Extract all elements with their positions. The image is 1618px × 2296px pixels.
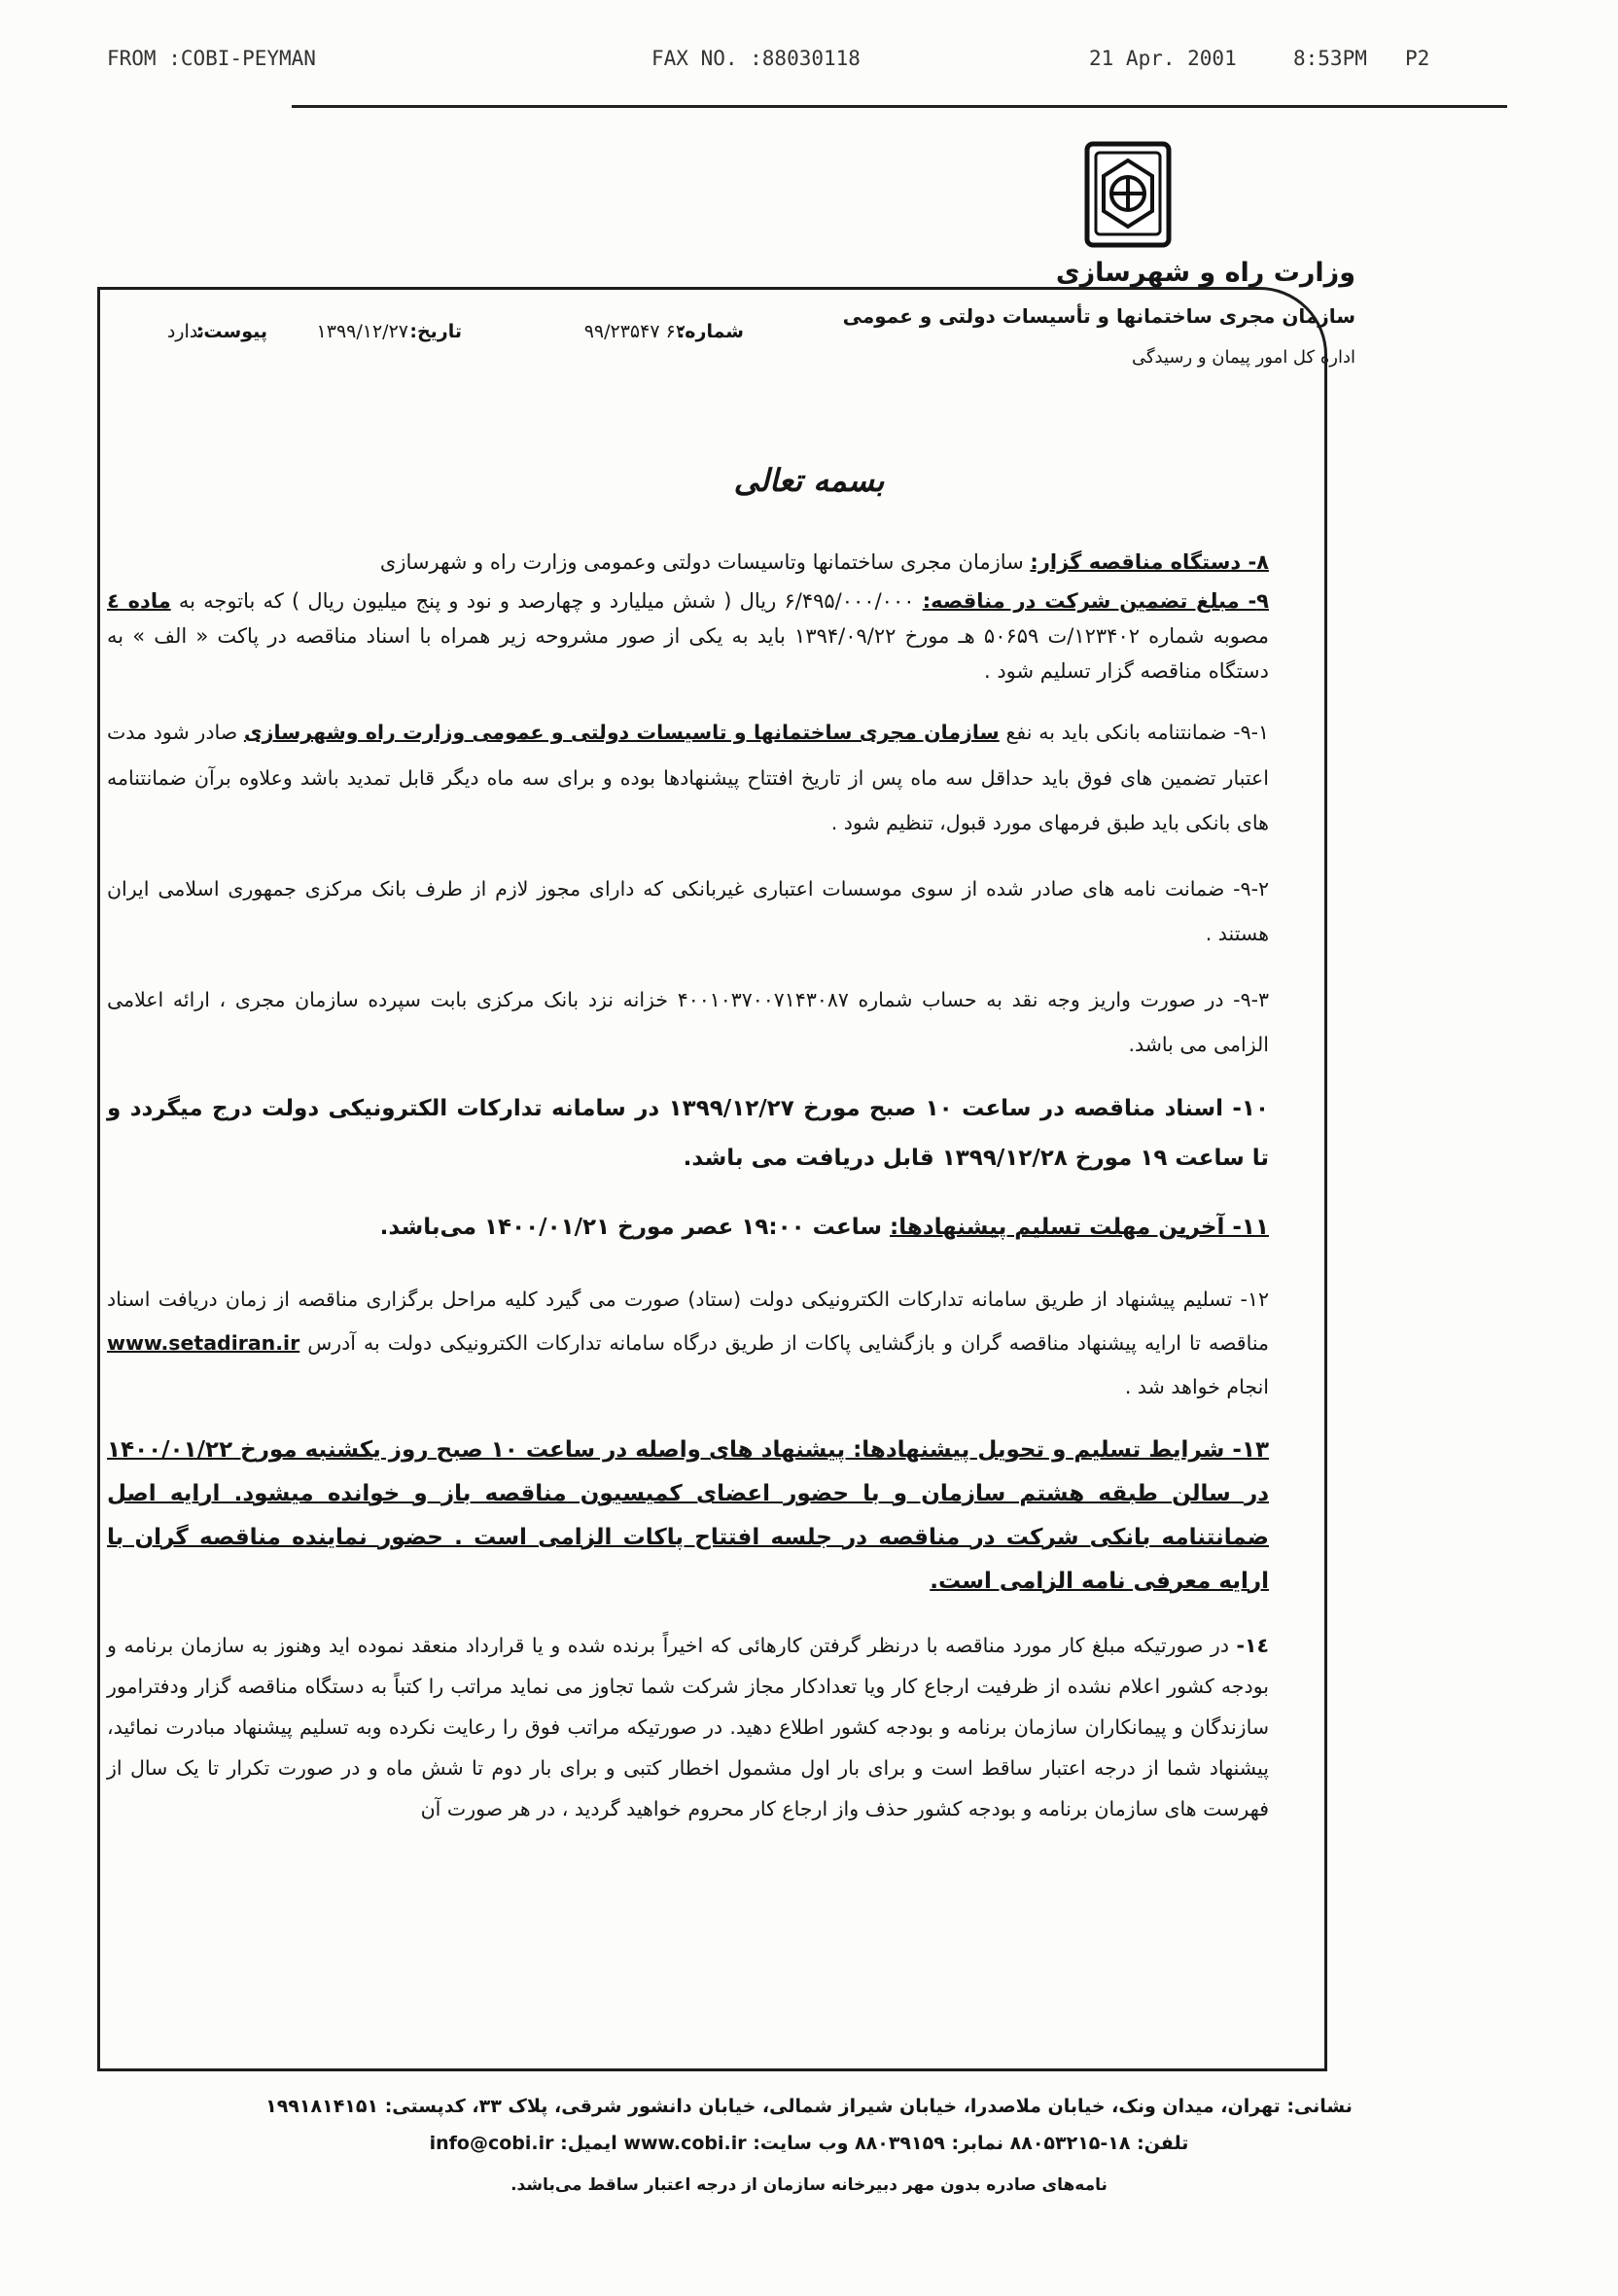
item-8: [107, 545, 1269, 580]
fax-header: [107, 47, 1507, 86]
ministry-logo-icon: [1084, 141, 1172, 248]
item-9-1: [107, 710, 1269, 844]
item-9-3: [107, 977, 1269, 1067]
item-11-text: ساعت ۱۹:۰۰ عصر مورخ ۱۴۰۰/۰۱/۲۱ می‌باشد.: [379, 1214, 890, 1240]
item-13-text-2: . حضور نماینده مناقصه گران با ارایه معرفی نامه الزامی است.: [107, 1525, 1269, 1594]
item-12-url: www.setadiran.ir: [107, 1331, 300, 1356]
fax-header-rule: [292, 105, 1507, 108]
item-14-label: ١٤-: [1236, 1633, 1269, 1657]
item-12-text-1: ۱۲- تسلیم پیشنهاد از طریق سامانه تدارکات الکترونیکی دولت (ستاد) صورت می گیرد کلیه مراحل برگزاری مناقصه از زمان دریافت اسناد مناقصه تا ارایه پیشنهاد مناقصه گران و بازگشایی پاکات از طریق درگاه سامانه تدارکات الکترونیکی دولت به آدرس: [107, 1288, 1269, 1356]
item-12: [107, 1278, 1269, 1409]
item-9-1-beneficiary: سازمان مجری ساختمانها و تاسیسات دولتی و عمومی وزارت راه وشهرسازی: [243, 721, 1000, 745]
item-9-3-text-2: خزانه نزد بانک مرکزی بابت سپرده سازمان مجری ، ارائه اعلامی الزامی می باشد.: [107, 988, 1269, 1057]
item-13-text-1: ۱۳- شرایط تسلیم و تحویل پیشنهادها: پیشنهاد های واصله در ساعت ۱۰ صبح روز یکشنبه مورخ ۱۴۰۰/۰۱/۲۲ در سالن طبقه هشتم سازمان و با حضور اعضای کمیسیون مناقصه باز و خوانده میشود. ارایه اصل ضمانتنامه بانکی شرکت در مناقصه در جلسه افتتاح پاکات الزامی است: [107, 1437, 1270, 1551]
item-9-1-text: صادر شود مدت اعتبار تضمین های فوق باید حداقل سه ماه پس از تاریخ افتتاح پیشنهادها بوده و برای سه ماه دیگر قابل تمدید باشد وعلاوه برآن ضمانتنامه های بانکی باید طبق فرمهای مورد قبول، تنظیم شود .: [107, 721, 1269, 834]
item-11: [107, 1209, 1269, 1248]
item-9: [107, 583, 1269, 689]
item-9-text-1: ۶/۴۹۵/۰۰۰/۰۰۰ ریال ( شش میلیارد و چهارصد و نود و پنج میلیون ریال ) که باتوجه به: [170, 589, 923, 614]
item-9-label: ۹- مبلغ تضمین شرکت در مناقصه:: [922, 589, 1269, 614]
item-9-text-2: مصوبه شماره ۱۲۳۴۰۲/ت ۵۰۶۵۹ هـ مورخ ۱۳۹۴/۰۹/۲۲ باید به یکی از صور مشروحه زیر همراه با اسناد مناقصه در پاکت « الف » به دستگاه مناقصه گزار تسلیم شود .: [107, 624, 1270, 684]
footer-contact: تلفن: ۱۸-۸۸۰۵۳۲۱۵ نمابر: ۸۸۰۳۹۱۵۹ وب سایت: www.cobi.ir ایمیل: info@cobi.ir: [429, 2133, 1189, 2154]
item-8-label: ۸- دستگاه مناقصه گزار:: [1030, 550, 1269, 574]
item-9-3-account: ۴۰۰۱۰۳۷۰۰۷۱۴۳۰۸۷: [677, 988, 849, 1012]
footer-address: نشانی: تهران، میدان ونک، خیابان ملاصدرا، خیابان شیراز شمالی، خیابان دانشور شرقی، پلاک ۳۳، کدپستی: ۱۹۹۱۸۱۴۱۵۱: [265, 2096, 1353, 2117]
letter-date: ۱۳۹۹/۱۲/۲۷: [316, 321, 408, 342]
item-9-1-label: ۹-۱- ضمانتنامه بانکی باید به نفع: [999, 721, 1270, 745]
footer-notice: نامه‌های صادره بدون مهر دبیرخانه سازمان از درجه اعتبار ساقط می‌باشد.: [510, 2175, 1108, 2195]
item-10: ۱۰- اسناد مناقصه در ساعت ۱۰ صبح مورخ ۱۳۹۹/۱۲/۲۷ در سامانه تدارکات الکترونیکی دولت درج میگردد و تا ساعت ۱۹ مورخ ۱۳۹۹/۱۲/۲۸ قابل دریافت می باشد.: [107, 1096, 1269, 1171]
letter-number: ۹۹/۲۳۵۴۷ ۶۲: [583, 321, 686, 342]
attachment-label: پیوست:: [195, 321, 267, 342]
item-12-text-2: انجام خواهد شد .: [1124, 1375, 1269, 1399]
organization-name: سازمان مجری ساختمانها و تأسیسات دولتی و عمومی: [842, 304, 1355, 328]
number-label: شماره:: [677, 321, 744, 342]
basmala: بسمه تعالی: [733, 462, 885, 499]
fax-date: 21 Apr. 2001: [1089, 47, 1237, 70]
item-9-3-text-1: ۹-۳- در صورت واریز وجه نقد به حساب شماره: [848, 988, 1269, 1012]
ministry-name: وزارت راه و شهرسازی: [1055, 258, 1355, 288]
item-11-label: ۱۱- آخرین مهلت تسلیم پیشنهادها:: [890, 1214, 1269, 1240]
fax-from: FROM :COBI-PEYMAN: [107, 47, 316, 70]
letter-body: [107, 545, 1269, 1829]
item-8-text: سازمان مجری ساختمانها وتاسیسات دولتی وعمومی وزارت راه و شهرسازی: [379, 550, 1031, 574]
item-9-2: ۹-۲- ضمانت نامه های صادر شده از سوی موسسات اعتباری غیربانکی که دارای مجوز لازم از طرف بانک مرکزی جمهوری اسلامی ایران هستند .: [107, 876, 1269, 945]
item-9-ref: ماده ٤: [107, 589, 171, 614]
fax-time: 8:53PM: [1293, 47, 1367, 70]
department-name: اداره کل امور پیمان و رسیدگی: [1131, 347, 1355, 368]
item-14-text: در صورتیکه مبلغ کار مورد مناقصه با درنظر گرفتن کارهائی که اخیراً برنده شده و یا قرارداد منعقد نموده اید وهنوز به سازمان برنامه و بودجه کشور اعلام نشده از ظرفیت ارجاع کار ویا تعدادکار مجاز شرکت شما تجاوز می نماید مراتب را کتباً به دستگاه مناقصه گزار ودفترامور سازندگان و پیمانکاران سازمان برنامه و بودجه کشور اطلاع دهید. در صورتیکه مراتب فوق را رعایت نکرده وبه تسلیم پیشنهاد مبادرت نمائید، پیشنهاد شما از درجه اعتبار ساقط است و برای بار اول مشمول اخطار کتبی و برای بار دوم تا شش ماه و در صورت تکرار تا یک سال از فهرست های سازمان برنامه و بودجه کشور حذف واز ارجاع کار محروم خواهید گردید ، در هر صورت آن: [107, 1633, 1269, 1820]
date-label: تاریخ:: [409, 321, 462, 342]
fax-number: FAX NO. :88030118: [651, 47, 861, 70]
item-14: [107, 1625, 1269, 1829]
item-13: [107, 1429, 1269, 1603]
attachment-value: ندارد: [166, 321, 204, 342]
fax-page: P2: [1405, 47, 1430, 70]
